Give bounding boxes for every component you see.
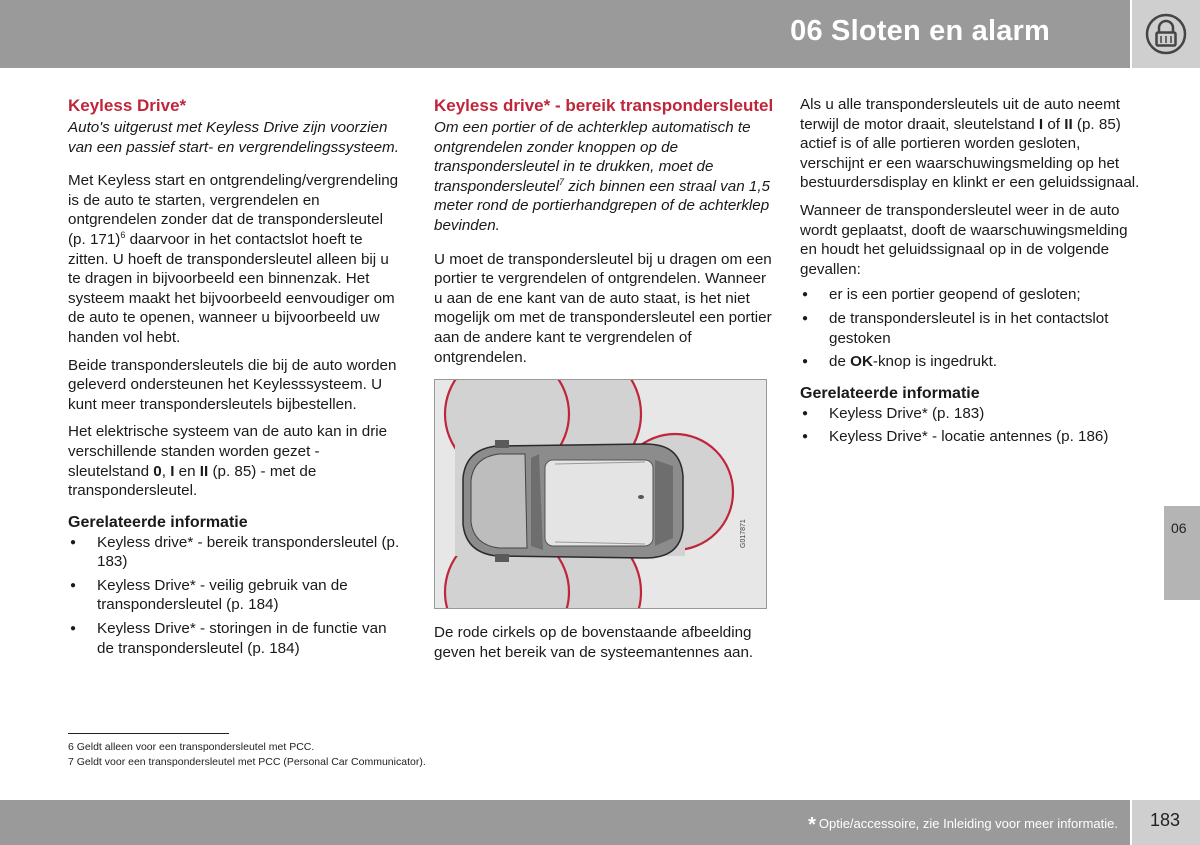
condition-item: ● de transpondersleutel is in het contactslot gestoken: [800, 309, 1140, 348]
section-heading-range: Keyless drive* - bereik transpondersleutel: [434, 96, 774, 115]
paragraph-text: zich binnen een straal van 1,5 meter rond de portierhandgrepen of de achterklep bevinden.: [434, 177, 770, 234]
condition-list: [800, 285, 1140, 371]
page-header: [0, 0, 1130, 68]
column-2: [434, 95, 774, 662]
key-position-i: I: [1038, 115, 1044, 133]
related-info-list: [800, 404, 1140, 447]
separator: ,: [161, 462, 171, 480]
paragraph-keyless-start: [68, 171, 403, 347]
key-position-0: 0: [153, 462, 162, 480]
ok-button-label: OK: [850, 353, 873, 371]
antenna-range-figure: [434, 379, 767, 609]
related-link[interactable]: ● Keyless Drive* - storingen in de functie van de transpondersleutel (p. 184): [68, 619, 403, 658]
related-info-list: [68, 533, 403, 659]
condition-item: ● er is een portier geopend of gesloten;: [800, 285, 1140, 305]
key-position-i: I: [170, 462, 175, 480]
related-link[interactable]: ● Keyless Drive* - locatie antennes (p. 186): [800, 427, 1140, 447]
car-top-view: [463, 440, 683, 562]
paragraph-text: (p. 85) - met de transpondersleutel.: [68, 462, 317, 500]
paragraph-key-positions: [68, 422, 403, 500]
paragraph-text: Om een portier of de achterklep automatisch te ontgrendelen zonder knoppen op de transpondersleutel in te drukken, moet de transpondersleutel: [434, 119, 751, 195]
chapter-side-tab[interactable]: [1164, 506, 1200, 600]
section-intro: Auto's uitgerust met Keyless Drive zijn voorzien van een passief start- en vergrendelingssysteem.: [68, 119, 399, 156]
related-link[interactable]: ● Keyless Drive* (p. 183): [800, 404, 1140, 424]
paragraph-warning: [800, 95, 1140, 193]
page-number-box: [1132, 800, 1200, 845]
paragraph-text: (p. 85) actief is of alle portieren worden gesloten, verschijnt er een waarschuwingsmelding op het bestuurdersdisplay en klinkt er een geluidssignaal.: [800, 115, 1140, 192]
footnote-ref-6[interactable]: 6: [120, 229, 126, 240]
condition-item: [800, 352, 1140, 372]
key-position-ii: II: [199, 462, 209, 480]
separator: en: [174, 462, 200, 480]
separator: of: [1043, 115, 1065, 133]
chapter-title: 06 Sloten en alarm: [790, 15, 1050, 47]
figure-code: G017871: [740, 519, 747, 549]
related-info-heading: Gerelateerde informatie: [800, 384, 980, 402]
option-note-text: Optie/accessoire, zie Inleiding voor meer informatie.: [818, 816, 1118, 831]
car-range-illustration: [435, 380, 767, 609]
column-1: [68, 95, 403, 658]
figure-caption: De rode cirkels op de bovenstaande afbeelding geven het bereik van de systeemantennes aan.: [434, 624, 754, 661]
key-position-ii: II: [1064, 115, 1073, 133]
paragraph-text: daarvoor in het contactslot hoeft te zitten. U hoeft de transpondersleutel alleen bij u te dragen in bijvoorbeeld een binnenzak. Het systeem maakt het bijvoorbeeld eenvoudiger om de auto te openen, wanneer u bijvoorbeeld uw handen vol hebt.: [68, 230, 395, 346]
item-text: -knop is ingedrukt.: [872, 353, 998, 371]
section-heading-keyless-drive: Keyless Drive*: [68, 96, 187, 115]
footnote-ref-7[interactable]: 7: [558, 176, 564, 187]
paragraph-text: Het elektrische systeem van de auto kan in drie verschillende standen worden gezet - sleutelstand: [68, 423, 388, 480]
paragraph-text: Als u alle transpondersleutels uit de auto neemt terwijl de motor draait, sleutelstand: [800, 96, 1120, 133]
chapter-icon-box: [1132, 0, 1200, 68]
footnote-7: 7 Geldt voor een transpondersleutel met PCC (Personal Car Communicator).: [68, 756, 426, 768]
paragraph-both-keys: Beide transpondersleutels die bij de auto worden geleverd ondersteunen het Keylesssysteem. U kunt meer transpondersleutels bijbestellen.: [68, 356, 397, 413]
paragraph-text: Met Keyless start en ontgrendeling/vergrendeling is de auto te starten, vergrendelen en ontgrendelen zonder dat de transpondersleutel (p. 171): [68, 172, 399, 248]
item-text: de: [829, 353, 851, 371]
paragraph-key-replaced: Wanneer de transpondersleutel weer in de auto wordt geplaatst, dooft de waarschuwingsmelding en houdt het geluidssignaal op in de volgende gevallen:: [800, 201, 1128, 278]
padlock-icon: [1145, 13, 1187, 55]
column-3: [800, 95, 1140, 447]
side-tab-label: 06: [1171, 520, 1187, 536]
footnote-divider: [68, 733, 229, 734]
related-link[interactable]: ● Keyless drive* - bereik transpondersleutel (p. 183): [68, 533, 403, 572]
footnote-6: 6 Geldt alleen voor een transpondersleutel met PCC.: [68, 741, 315, 753]
paragraph-carry-key: U moet de transpondersleutel bij u dragen om een portier te vergrendelen of ontgrendelen. Wanneer u aan de ene kant van de auto staat, is het niet mogelijk om met de transpondersleutel een portier aan de andere kant te vergrendelen of ontgrendelen.: [434, 250, 772, 366]
section-intro: [434, 118, 774, 236]
related-link[interactable]: ● Keyless Drive* - veilig gebruik van de transpondersleutel (p. 184): [68, 576, 403, 615]
option-note: [808, 814, 1118, 837]
asterisk: *: [808, 814, 816, 836]
page-footer: [0, 800, 1130, 845]
related-info-heading: Gerelateerde informatie: [68, 513, 248, 531]
page-number: 183: [1150, 810, 1181, 830]
